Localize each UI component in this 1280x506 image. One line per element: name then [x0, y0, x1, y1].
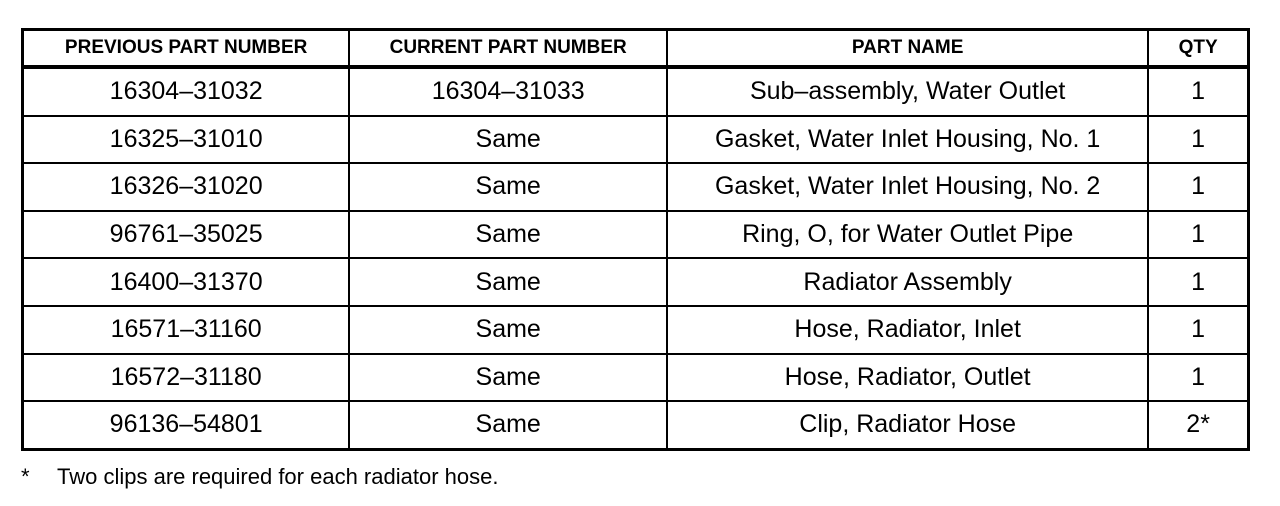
part-name-cell: Sub–assembly, Water Outlet: [667, 67, 1148, 116]
part-name-cell: Ring, O, for Water Outlet Pipe: [667, 211, 1148, 259]
qty-cell: 2*: [1148, 401, 1248, 449]
current-part-number-cell: Same: [349, 306, 667, 354]
qty-cell: 1: [1148, 67, 1248, 116]
previous-part-number-cell: 16325–31010: [23, 116, 350, 164]
part-name-cell: Clip, Radiator Hose: [667, 401, 1148, 449]
table-row: [23, 258, 1249, 306]
parts-table: [21, 28, 1250, 451]
header-current-part-number: CURRENT PART NUMBER: [349, 30, 667, 68]
current-part-number-cell: 16304–31033: [349, 67, 667, 116]
previous-part-number-cell: 16572–31180: [23, 354, 350, 402]
table-row: [23, 67, 1249, 116]
table-row: [23, 354, 1249, 402]
current-part-number-cell: Same: [349, 116, 667, 164]
part-name-cell: Radiator Assembly: [667, 258, 1148, 306]
qty-cell: 1: [1148, 306, 1248, 354]
header-qty: QTY: [1148, 30, 1248, 68]
current-part-number-cell: Same: [349, 258, 667, 306]
qty-cell: 1: [1148, 163, 1248, 211]
header-previous-part-number: PREVIOUS PART NUMBER: [23, 30, 350, 68]
part-name-cell: Hose, Radiator, Inlet: [667, 306, 1148, 354]
current-part-number-cell: Same: [349, 163, 667, 211]
part-name-cell: Gasket, Water Inlet Housing, No. 2: [667, 163, 1148, 211]
previous-part-number-cell: 96136–54801: [23, 401, 350, 449]
previous-part-number-cell: 16571–31160: [23, 306, 350, 354]
table-row: [23, 306, 1249, 354]
footnote: [21, 464, 498, 490]
previous-part-number-cell: 16326–31020: [23, 163, 350, 211]
table-row: [23, 401, 1249, 449]
previous-part-number-cell: 96761–35025: [23, 211, 350, 259]
table-row: [23, 116, 1249, 164]
table-row: [23, 211, 1249, 259]
qty-cell: 1: [1148, 354, 1248, 402]
qty-cell: 1: [1148, 258, 1248, 306]
qty-cell: 1: [1148, 116, 1248, 164]
current-part-number-cell: Same: [349, 401, 667, 449]
header-part-name: PART NAME: [667, 30, 1148, 68]
footnote-text: Two clips are required for each radiator hose.: [57, 464, 499, 489]
current-part-number-cell: Same: [349, 354, 667, 402]
part-name-cell: Gasket, Water Inlet Housing, No. 1: [667, 116, 1148, 164]
qty-cell: 1: [1148, 211, 1248, 259]
part-name-cell: Hose, Radiator, Outlet: [667, 354, 1148, 402]
footnote-mark: *: [21, 464, 30, 489]
current-part-number-cell: Same: [349, 211, 667, 259]
table-header-row: [23, 30, 1249, 68]
previous-part-number-cell: 16304–31032: [23, 67, 350, 116]
table-row: [23, 163, 1249, 211]
previous-part-number-cell: 16400–31370: [23, 258, 350, 306]
